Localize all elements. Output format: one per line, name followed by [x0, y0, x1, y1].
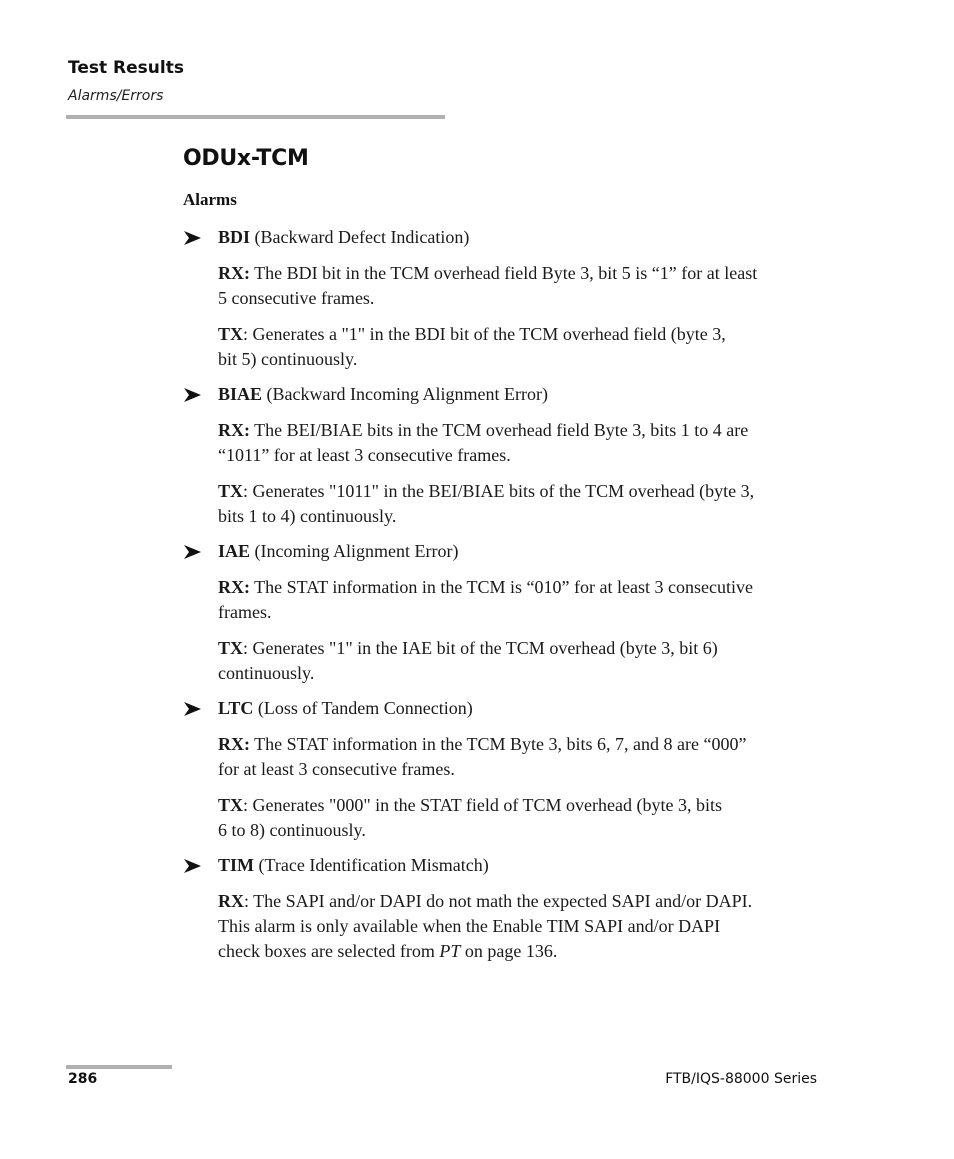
footer-divider: [66, 1065, 172, 1069]
rx-text: The BDI bit in the TCM overhead field Byte 3, bit 5 is “1” for at least: [250, 263, 758, 283]
alarm-item-bdi: [183, 225, 823, 372]
text-line: [218, 939, 823, 964]
text-line: [218, 322, 823, 347]
rx-paragraph: [183, 889, 823, 964]
alarm-description: (Loss of Tandem Connection): [253, 698, 473, 718]
rx-text: The STAT information in the TCM Byte 3, bits 6, 7, and 8 are “000”: [250, 734, 747, 754]
header-divider: [66, 115, 445, 119]
alarm-list: [183, 225, 823, 974]
alarm-item-iae: [183, 539, 823, 686]
rx-text: The STAT information in the TCM is “010” for at least 3 consecutive: [250, 577, 753, 597]
rx-paragraph: [183, 732, 823, 782]
text-line: This alarm is only available when the Enable TIM SAPI and/or DAPI: [218, 916, 721, 936]
text-line: “1011” for at least 3 consecutive frames.: [218, 445, 511, 465]
alarm-description: (Trace Identification Mismatch): [254, 855, 489, 875]
rx-paragraph: [183, 418, 823, 468]
tx-paragraph: [183, 636, 823, 686]
alarm-item-biae: [183, 382, 823, 529]
text-line: bits 1 to 4) continuously.: [218, 506, 397, 526]
tx-label: TX: [218, 481, 244, 501]
alarm-term: BIAE: [218, 384, 263, 404]
arrow-bullet-icon: [184, 702, 201, 716]
text-line: 6 to 8) continuously.: [218, 820, 366, 840]
alarm-item-ltc: [183, 696, 823, 843]
tx-paragraph: [183, 479, 823, 529]
tx-paragraph: [183, 793, 823, 843]
rx-paragraph: [183, 261, 823, 311]
tx-label: TX: [218, 638, 244, 658]
tx-label: TX: [218, 324, 244, 344]
rx-label: RX:: [218, 263, 250, 283]
running-header-subsection: Alarms/Errors: [68, 88, 164, 104]
tx-text: : Generates "000" in the STAT field of TCM overhead (byte 3, bits: [243, 795, 723, 815]
tx-text: : Generates "1011" in the BEI/BIAE bits of the TCM overhead (byte 3,: [243, 481, 755, 501]
text-line: [218, 732, 823, 757]
text-line: [218, 793, 823, 818]
arrow-bullet-icon: [184, 545, 201, 559]
rx-text: The BEI/BIAE bits in the TCM overhead field Byte 3, bits 1 to 4 are: [250, 420, 749, 440]
text-line: [218, 418, 823, 443]
tx-paragraph: [183, 322, 823, 372]
tx-label: TX: [218, 795, 244, 815]
alarm-heading: [183, 382, 823, 407]
text-line: for at least 3 consecutive frames.: [218, 759, 455, 779]
rx-paragraph: [183, 575, 823, 625]
running-header-section: Test Results: [68, 58, 184, 78]
rx-label: RX:: [218, 734, 250, 754]
arrow-bullet-icon: [184, 388, 201, 402]
page-number: 286: [68, 1071, 98, 1087]
alarm-term: BDI: [218, 227, 251, 247]
rx-text: check boxes are selected from: [218, 941, 440, 961]
rx-label: RX: [218, 891, 244, 911]
arrow-bullet-icon: [184, 859, 201, 873]
text-line: [218, 636, 823, 661]
page-title: ODUx-TCM: [183, 146, 309, 171]
text-line: 5 consecutive frames.: [218, 288, 375, 308]
text-line: [218, 575, 823, 600]
alarm-term: TIM: [218, 855, 254, 875]
tx-text: : Generates "1" in the IAE bit of the TCM overhead (byte 3, bit 6): [243, 638, 718, 658]
text-line: [218, 479, 823, 504]
text-line: bit 5) continuously.: [218, 349, 358, 369]
alarm-description: (Backward Defect Indication): [250, 227, 470, 247]
product-series: FTB/IQS-88000 Series: [665, 1071, 817, 1087]
alarm-heading: [183, 225, 823, 250]
alarm-term: LTC: [218, 698, 254, 718]
alarm-heading: [183, 853, 823, 878]
alarm-description: (Incoming Alignment Error): [250, 541, 459, 561]
text-line: frames.: [218, 602, 272, 622]
alarm-heading: [183, 696, 823, 721]
cross-reference-link[interactable]: PT: [439, 941, 461, 961]
alarm-item-tim: [183, 853, 823, 964]
rx-label: RX:: [218, 420, 250, 440]
rx-text: on page 136.: [460, 941, 558, 961]
rx-label: RX:: [218, 577, 250, 597]
rx-text: : The SAPI and/or DAPI do not math the expected SAPI and/or DAPI.: [244, 891, 753, 911]
text-line: [218, 261, 823, 286]
text-line: continuously.: [218, 663, 315, 683]
text-line: [218, 889, 823, 914]
alarm-term: IAE: [218, 541, 251, 561]
tx-text: : Generates a "1" in the BDI bit of the TCM overhead field (byte 3,: [243, 324, 726, 344]
arrow-bullet-icon: [184, 231, 201, 245]
alarm-description: (Backward Incoming Alignment Error): [262, 384, 548, 404]
section-subtitle: Alarms: [183, 190, 237, 209]
alarm-heading: [183, 539, 823, 564]
